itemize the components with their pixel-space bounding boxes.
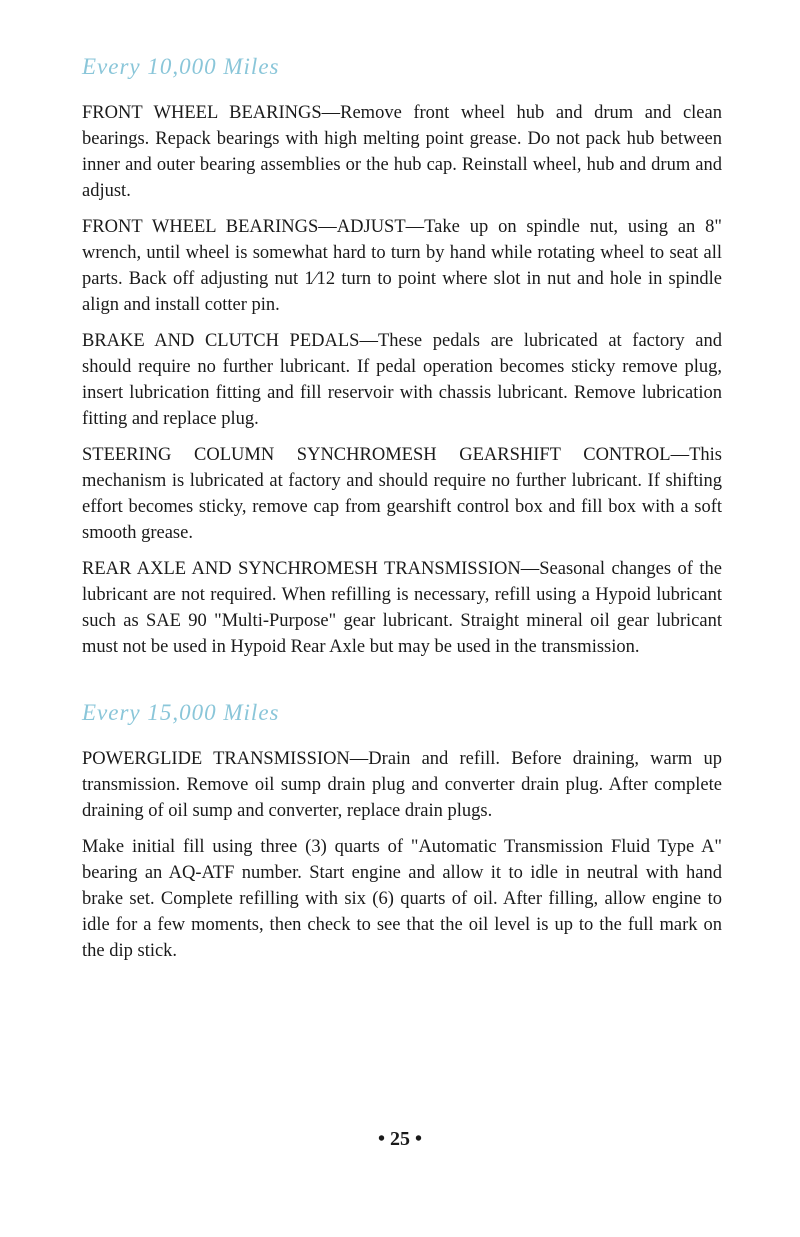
paragraph-lead: STEERING COLUMN SYNCHROMESH GEARSHIFT CONTROL— [82,445,690,465]
paragraph-front-wheel-bearings [82,100,722,204]
paragraph-text: Make initial fill using three (3) quarts of "Automatic Transmission Fluid Type A" bearing an AQ-ATF number. Start engine and allow it to idle in neutral with hand brake set. Complete refilling with six (6) quarts of oil. After filling, allow engine to idle for a few moments, then check to see that the oil level is up to the full mark on the dip stick. [82,837,722,961]
section-heading-10000: Every 10,000 Miles [82,54,280,79]
paragraph-powerglide-transmission [82,746,722,824]
paragraph-text: This mechanism is lubricated at factory and should require no further lubricant. If shifting effort becomes sticky, remove cap from gearshift control box and fill box with a soft smooth grease. [82,445,722,543]
paragraph-text: Remove front wheel hub and drum and clean bearings. Repack bearings with high melting point grease. Do not pack hub between inner and outer bearing assemblies or the hub cap. Reinstall wheel, hub and drum and adjust. [82,103,722,201]
paragraph-text: Seasonal changes of the lubricant are not required. When refilling is necessary, refill using a Hypoid lubricant such as SAE 90 "Multi-Purpose" gear lubricant. Straight mineral oil gear lubricant must not be used in Hypoid Rear Axle but may be used in the transmission. [82,559,722,657]
paragraph-text: Take up on spindle nut, using an 8" wrench, until wheel is somewhat hard to turn by hand while rotating wheel to seat all parts. Back off adjusting nut 1⁄12 turn to point where slot in nut and hole in spindle align and install cotter pin. [82,217,722,315]
paragraph-initial-fill [82,834,722,964]
paragraph-text: Drain and refill. Before draining, warm up transmission. Remove oil sump drain plug and converter drain plug. After complete draining of oil sump and converter, replace drain plugs. [82,749,722,821]
paragraph-front-wheel-bearings-adjust [82,214,722,318]
section-heading-15000: Every 15,000 Miles [82,700,280,725]
paragraph-lead: FRONT WHEEL BEARINGS— [82,103,341,123]
paragraph-text: These pedals are lubricated at factory and should require no further lubricant. If pedal operation becomes sticky remove plug, insert lubrication fitting and fill reservoir with chassis lubricant. Remove lubrication fitting and replace plug. [82,331,722,429]
paragraph-brake-clutch-pedals [82,328,722,432]
paragraph-lead: POWERGLIDE TRANSMISSION— [82,749,369,769]
paragraph-steering-column-gearshift [82,442,722,546]
paragraph-lead: BRAKE AND CLUTCH PEDALS— [82,331,378,351]
paragraph-lead: FRONT WHEEL BEARINGS—ADJUST— [82,217,425,237]
paragraph-lead: REAR AXLE AND SYNCHROMESH TRANSMISSION— [82,559,540,579]
paragraph-rear-axle-transmission [82,556,722,660]
page-content [82,52,722,974]
page-number: • 25 • [377,1128,422,1150]
